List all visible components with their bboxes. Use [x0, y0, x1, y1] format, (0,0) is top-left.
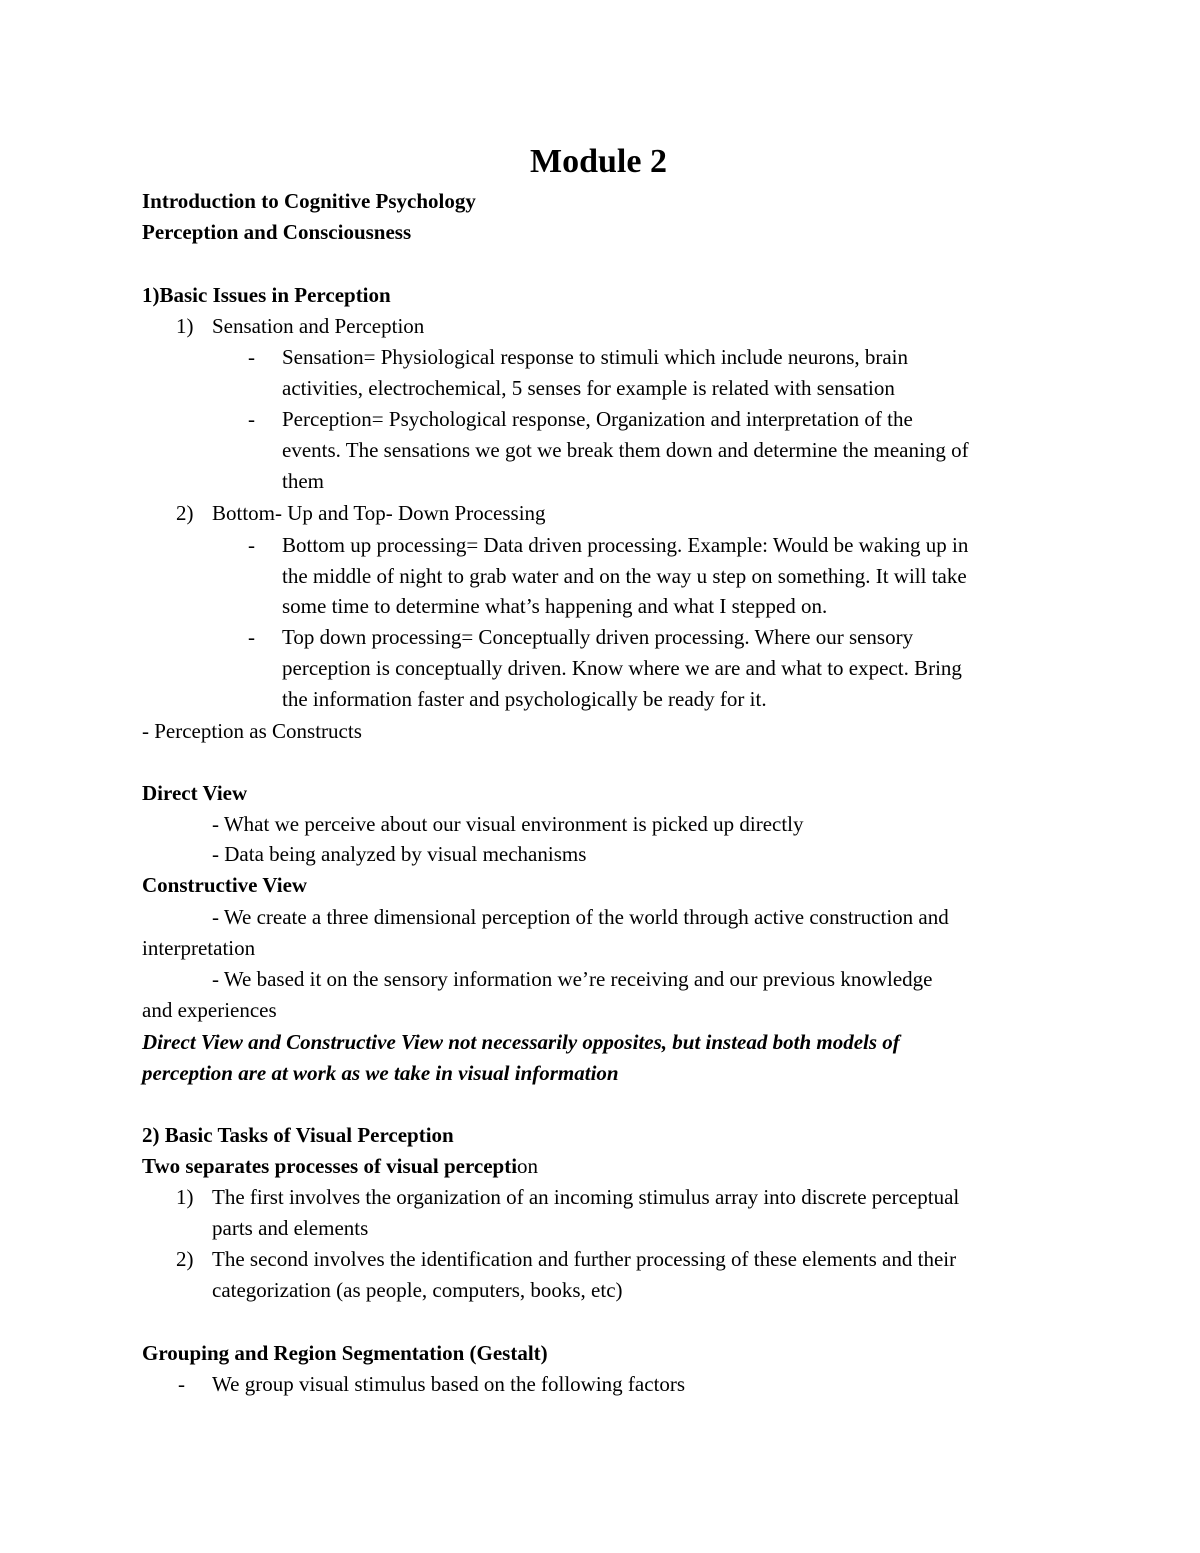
bullet-dash: -: [248, 407, 255, 431]
bullet-dash: -: [248, 625, 255, 649]
constructive-view-line: - We create a three dimensional perception of the world through active construction and: [212, 905, 949, 929]
bullet-text: perception is conceptually driven. Know where we are and what to expect. Bring: [282, 656, 962, 680]
page-title: Module 2: [530, 143, 667, 180]
list-item: Bottom- Up and Top- Down Processing: [212, 501, 546, 525]
emphasis-text: perception are at work as we take in visual information: [142, 1061, 619, 1085]
constructive-view-line: - We based it on the sensory information we’re receiving and our previous knowledge: [212, 967, 933, 991]
constructive-view-heading: Constructive View: [142, 873, 308, 897]
subheading-rest: on: [517, 1154, 539, 1178]
bullet-text: Top down processing= Conceptually driven processing. Where our sensory: [282, 625, 914, 649]
subheading-bold: Two separates processes of visual percepti: [142, 1154, 518, 1178]
list-item: parts and elements: [212, 1216, 369, 1240]
list-item: Sensation and Perception: [212, 314, 425, 338]
subtitle-course: Introduction to Cognitive Psychology: [142, 189, 476, 213]
direct-view-heading: Direct View: [142, 781, 248, 805]
list-item: The first involves the organization of an incoming stimulus array into discrete perceptual: [212, 1185, 960, 1209]
bullet-text: some time to determine what’s happening and what I stepped on.: [282, 594, 828, 618]
bullet-dash: -: [248, 345, 255, 369]
bullet-text: Perception= Psychological response, Organization and interpretation of the: [282, 407, 913, 431]
list-number: 2): [176, 501, 194, 525]
subtitle-topic: Perception and Consciousness: [142, 220, 412, 244]
section-heading: 1)Basic Issues in Perception: [142, 283, 391, 307]
bullet-text: the middle of night to grab water and on the way u step on something. It will take: [282, 564, 967, 588]
bullet-text: Bottom up processing= Data driven processing. Example: Would be waking up in: [282, 533, 969, 557]
bullet-text: activities, electrochemical, 5 senses for example is related with sensation: [282, 376, 895, 400]
constructs-line: - Perception as Constructs: [142, 719, 362, 743]
bullet-text: Sensation= Physiological response to stimuli which include neurons, brain: [282, 345, 909, 369]
list-number: 2): [176, 1247, 194, 1271]
bullet-text: We group visual stimulus based on the following factors: [212, 1372, 686, 1396]
direct-view-line: - Data being analyzed by visual mechanisms: [212, 842, 587, 866]
bullet-dash: -: [248, 533, 255, 557]
list-item: categorization (as people, computers, books, etc): [212, 1278, 623, 1302]
constructive-view-line: interpretation: [142, 936, 256, 960]
emphasis-text: Direct View and Constructive View not necessarily opposites, but instead both models of: [142, 1030, 900, 1054]
list-item: The second involves the identification and further processing of these elements and their: [212, 1247, 957, 1271]
direct-view-line: - What we perceive about our visual environment is picked up directly: [212, 812, 804, 836]
section-heading: 2) Basic Tasks of Visual Perception: [142, 1123, 454, 1147]
bullet-text: them: [282, 469, 324, 493]
section-heading: Grouping and Region Segmentation (Gestalt): [142, 1341, 548, 1365]
list-number: 1): [176, 314, 194, 338]
bullet-dash: -: [178, 1372, 185, 1396]
section-subheading: [142, 1153, 538, 1179]
bullet-text: the information faster and psychologically be ready for it.: [282, 687, 767, 711]
constructive-view-line: and experiences: [142, 998, 277, 1022]
list-number: 1): [176, 1185, 194, 1209]
bullet-text: events. The sensations we got we break them down and determine the meaning of: [282, 438, 969, 462]
